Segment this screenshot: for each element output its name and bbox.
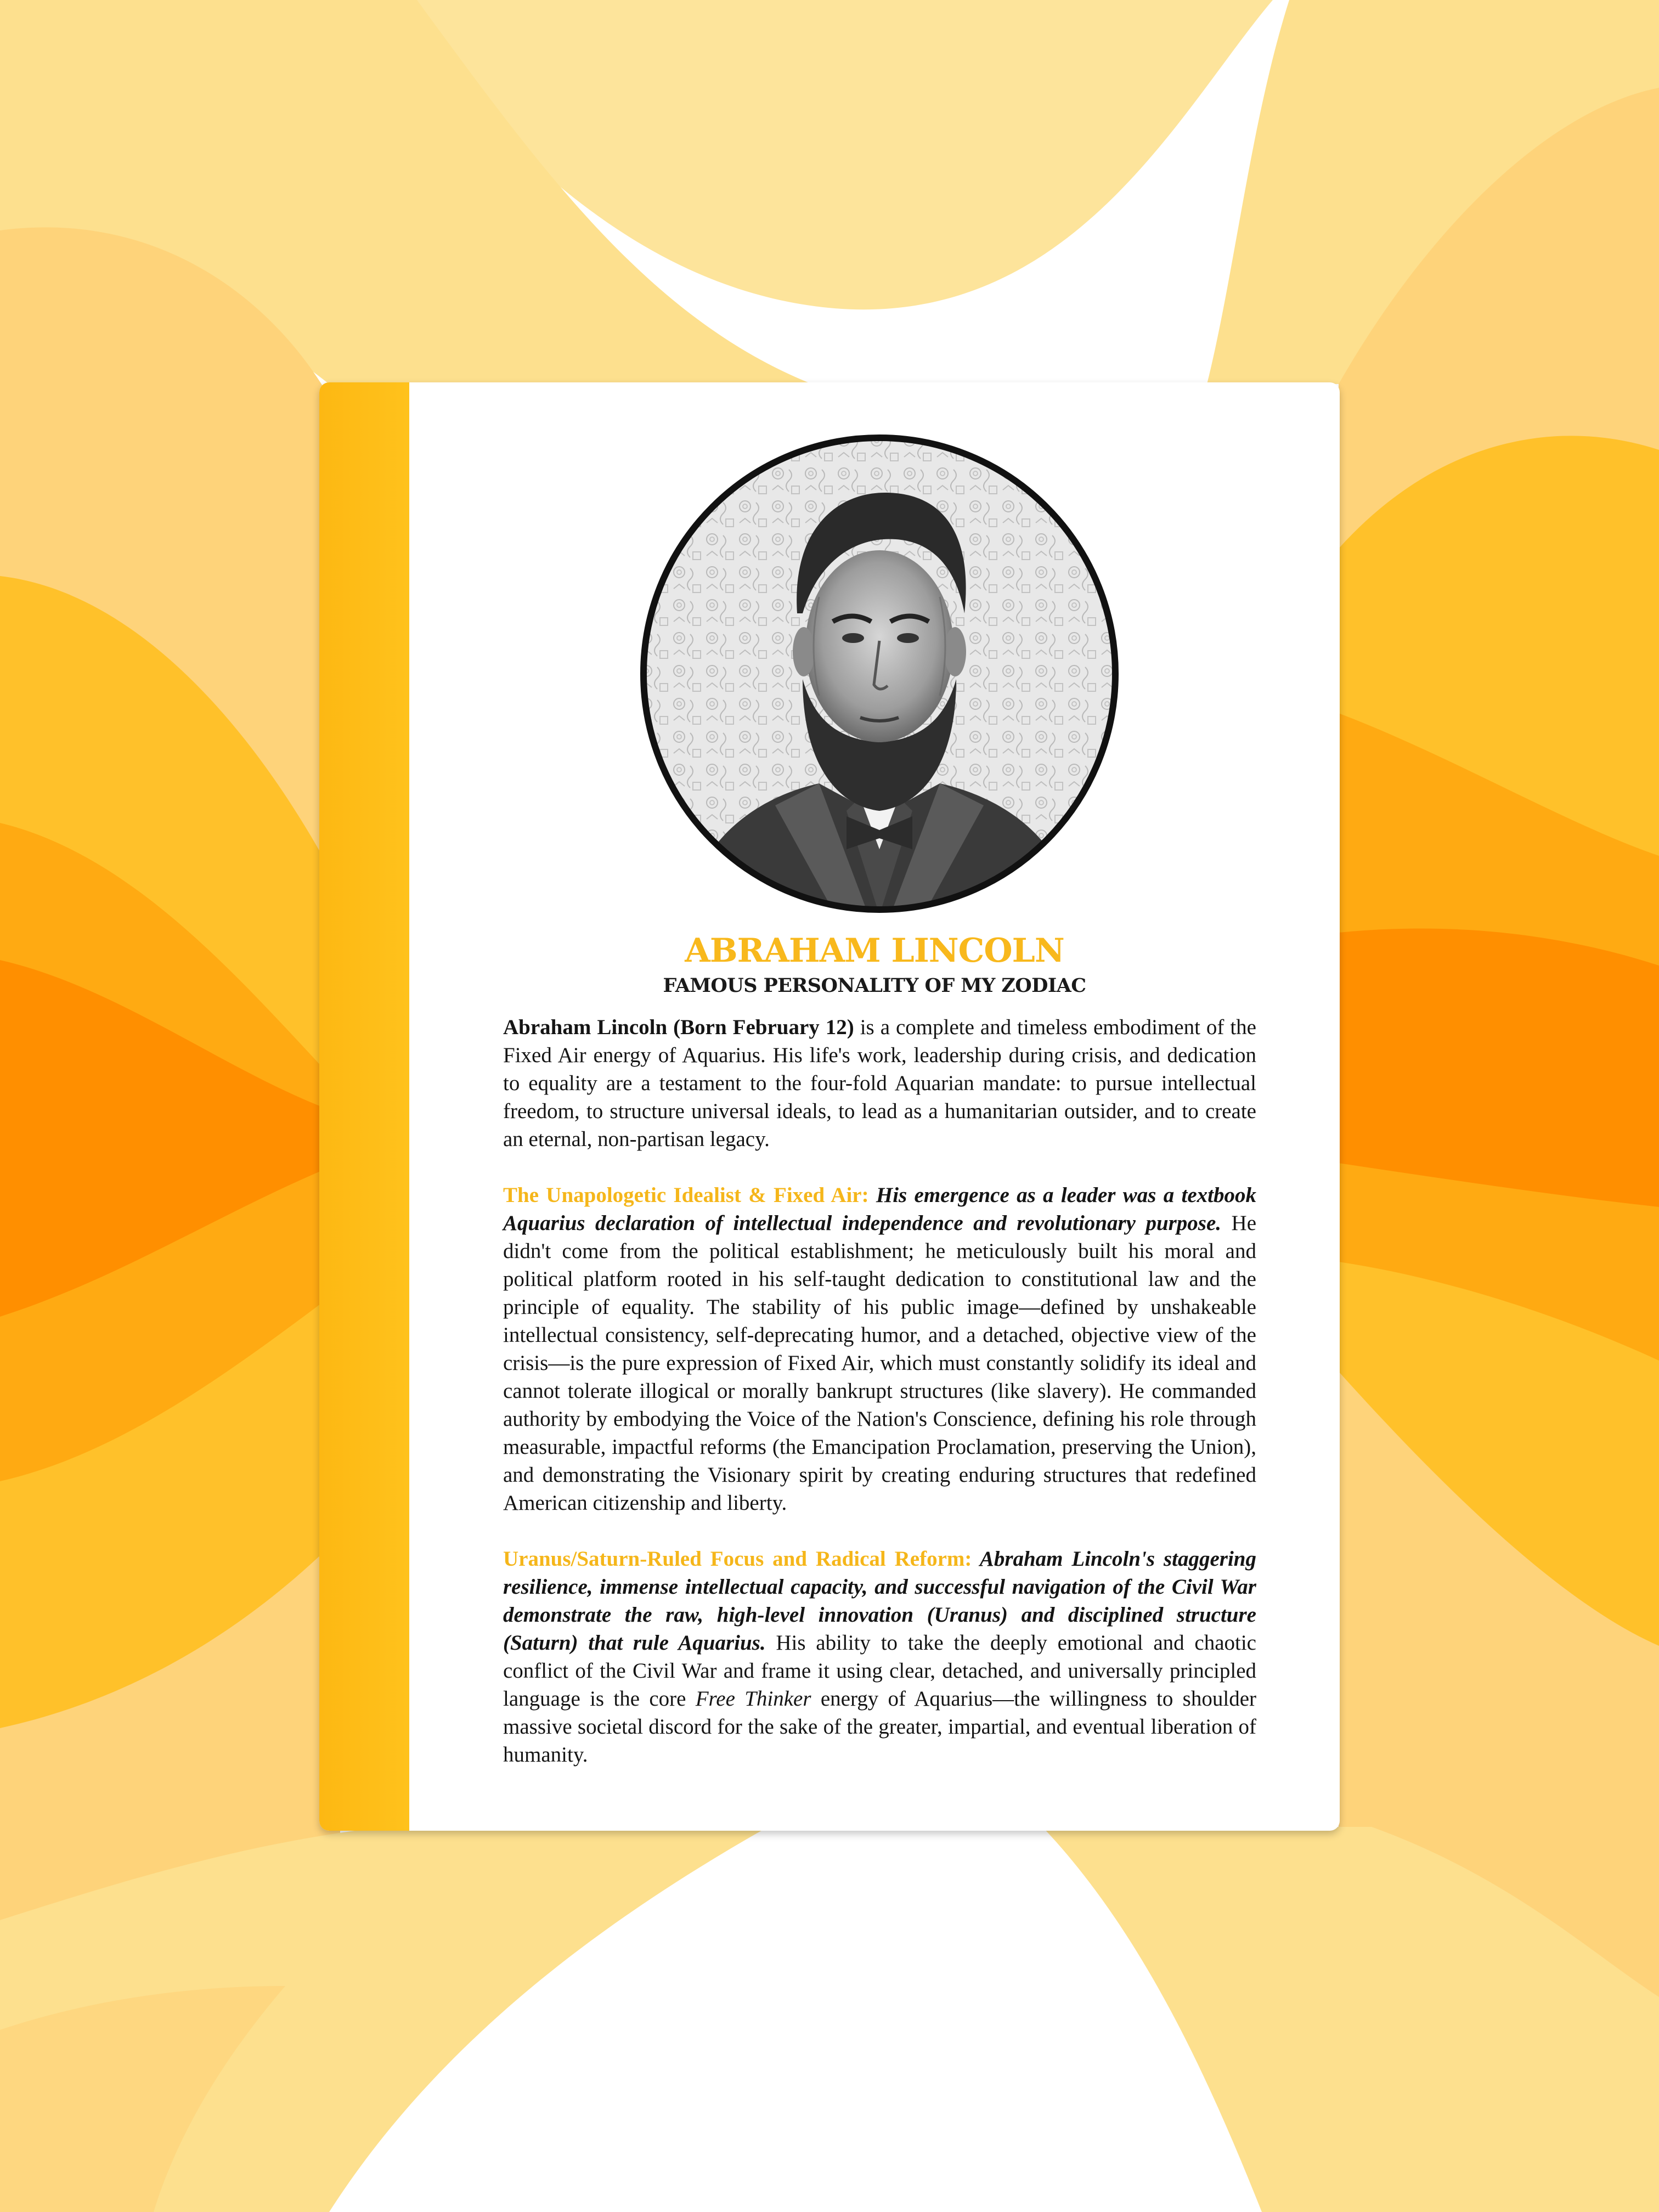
portrait-illustration [638,432,1121,915]
section-text-reform: His ability to take the deeply emotional and chaotic conflict of the Civil War and frame it using clear, detached, and universally principled language is the core [503,1631,1256,1711]
section-emphasis-idealist: His emergence as a leader was a textbook Aquarius declaration of intellectual independence and revolutionary purpose. [503,1183,1256,1235]
card-spine [319,382,409,1831]
intro-paragraph [503,1013,1256,1153]
section-heading-idealist: The Unapologetic Idealist & Fixed Air: [503,1183,869,1207]
section-heading-reform: Uranus/Saturn-Ruled Focus and Radical Reform: [503,1547,972,1571]
section-text-reform-end: energy of Aquarius—the willingness to shoulder massive societal discord for the sake of the greater, impartial, and eventual liberation of humanity. [503,1687,1256,1767]
section-text-idealist: He didn't come from the political establishment; he meticulously built his moral and political platform rooted in his self-taught dedication to constitutional law and the principle of equality. The stability of his public image—defined by unshakeable intellectual consistency, self-deprecating humor, and a detached, objective view of the crisis—is the pure expression of Fixed Air, which must constantly solidify its ideal and cannot tolerate illogical or morally bankrupt structures (like slavery). He commanded authority by embodying the Voice of the Nation's Conscience, defining his role through measurable, impactful reforms (the Emancipation Proclamation, preserving the Union), and demonstrating the Visionary spirit by creating enduring structures that redefined American citizenship and liberty. [503,1211,1256,1515]
section-paragraph-idealist [503,1181,1256,1517]
card-subtitle: FAMOUS PERSONALITY OF MY ZODIAC [663,974,1086,997]
article-body [503,1013,1256,1769]
intro-lead: Abraham Lincoln (Born February 12) [503,1015,854,1039]
section-paragraph-reform [503,1545,1256,1769]
section-italic-term: Free Thinker [695,1687,811,1711]
profile-card [319,382,1340,1831]
intro-text: is a complete and timeless embodiment of the Fixed Air energy of Aquarius. His life's work, leadership during crisis, and dedication to equality are a testament to the four-fold Aquarian mandate: to pursue intellectual freedom, to structure universal ideals, to lead as a humanitarian outsider, and to create an eternal, non-partisan legacy. [503,1015,1256,1151]
person-name: ABRAHAM LINCOLN [685,932,1064,970]
section-emphasis-reform: Abraham Lincoln's staggering resilience, immense intellectual capacity, and successful navigation of the Civil War demonstrate the raw, high-level innovation (Uranus) and disciplined structure (Saturn) that rule Aquarius. [503,1547,1256,1655]
